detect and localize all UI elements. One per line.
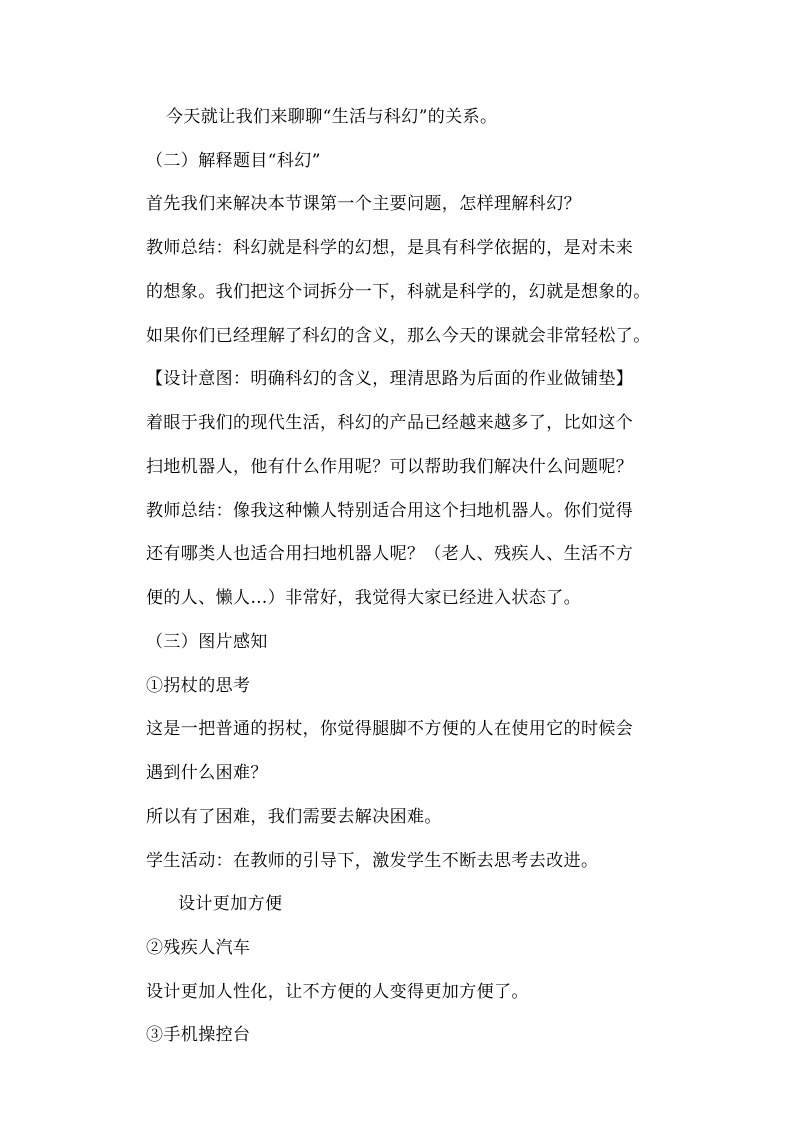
- paragraph-robot: 着眼于我们的现代生活，科幻的产品已经越来越多了，比如这个: [146, 413, 634, 433]
- item-disabled-car: ②残疾人汽车: [146, 938, 251, 958]
- paragraph-robot-cont: 扫地机器人，他有什么作用呢？可以帮助我们解决什么问题呢？: [146, 457, 634, 477]
- paragraph-teacher-summary-1-cont: 的想象。我们把这个词拆分一下，科就是科学的，幻就是想象的。: [146, 282, 651, 302]
- paragraph-crutch: 这是一把普通的拐杖，你觉得腿脚不方便的人在使用它的时候会: [146, 719, 634, 739]
- paragraph-teacher-summary-1-end: 如果你们已经理解了科幻的含义，那么今天的课就会非常轻松了。: [146, 326, 651, 346]
- student-activity: 学生活动：在教师的引导下，激发学生不断去思考去改进。: [146, 851, 599, 871]
- design-note: 设计更加方便: [178, 894, 283, 914]
- paragraph-teacher-summary-1: 教师总结：科幻就是科学的幻想，是具有科学依据的，是对未来: [146, 238, 634, 258]
- paragraph-teacher-summary-2-end: 便的人、懒人…）非常好，我觉得大家已经进入状态了。: [146, 588, 581, 608]
- paragraph-solve: 所以有了困难，我们需要去解决困难。: [146, 807, 442, 827]
- paragraph-disabled-car: 设计更加人性化，让不方便的人变得更加方便了。: [146, 982, 529, 1002]
- section-heading-3: （三）图片感知: [146, 632, 268, 652]
- section-heading-2: （二）解释题目“科幻”: [146, 151, 321, 171]
- paragraph-teacher-summary-2-cont: 还有哪类人也适合用扫地机器人呢？（老人、残疾人、生活不方: [146, 544, 634, 564]
- item-crutch: ①拐杖的思考: [146, 676, 251, 696]
- paragraph-question: 首先我们来解决本节课第一个主要问题，怎样理解科幻？: [146, 194, 581, 214]
- paragraph-teacher-summary-2: 教师总结：像我这种懒人特别适合用这个扫地机器人。你们觉得: [146, 501, 634, 521]
- paragraph-crutch-cont: 遇到什么困难？: [146, 763, 268, 783]
- paragraph-intro: 今天就让我们来聊聊“生活与科幻”的关系。: [166, 107, 498, 127]
- item-phone-console: ③手机操控台: [146, 1025, 251, 1045]
- design-intent: 【设计意图：明确科幻的含义，理清思路为后面的作业做铺垫】: [146, 369, 634, 389]
